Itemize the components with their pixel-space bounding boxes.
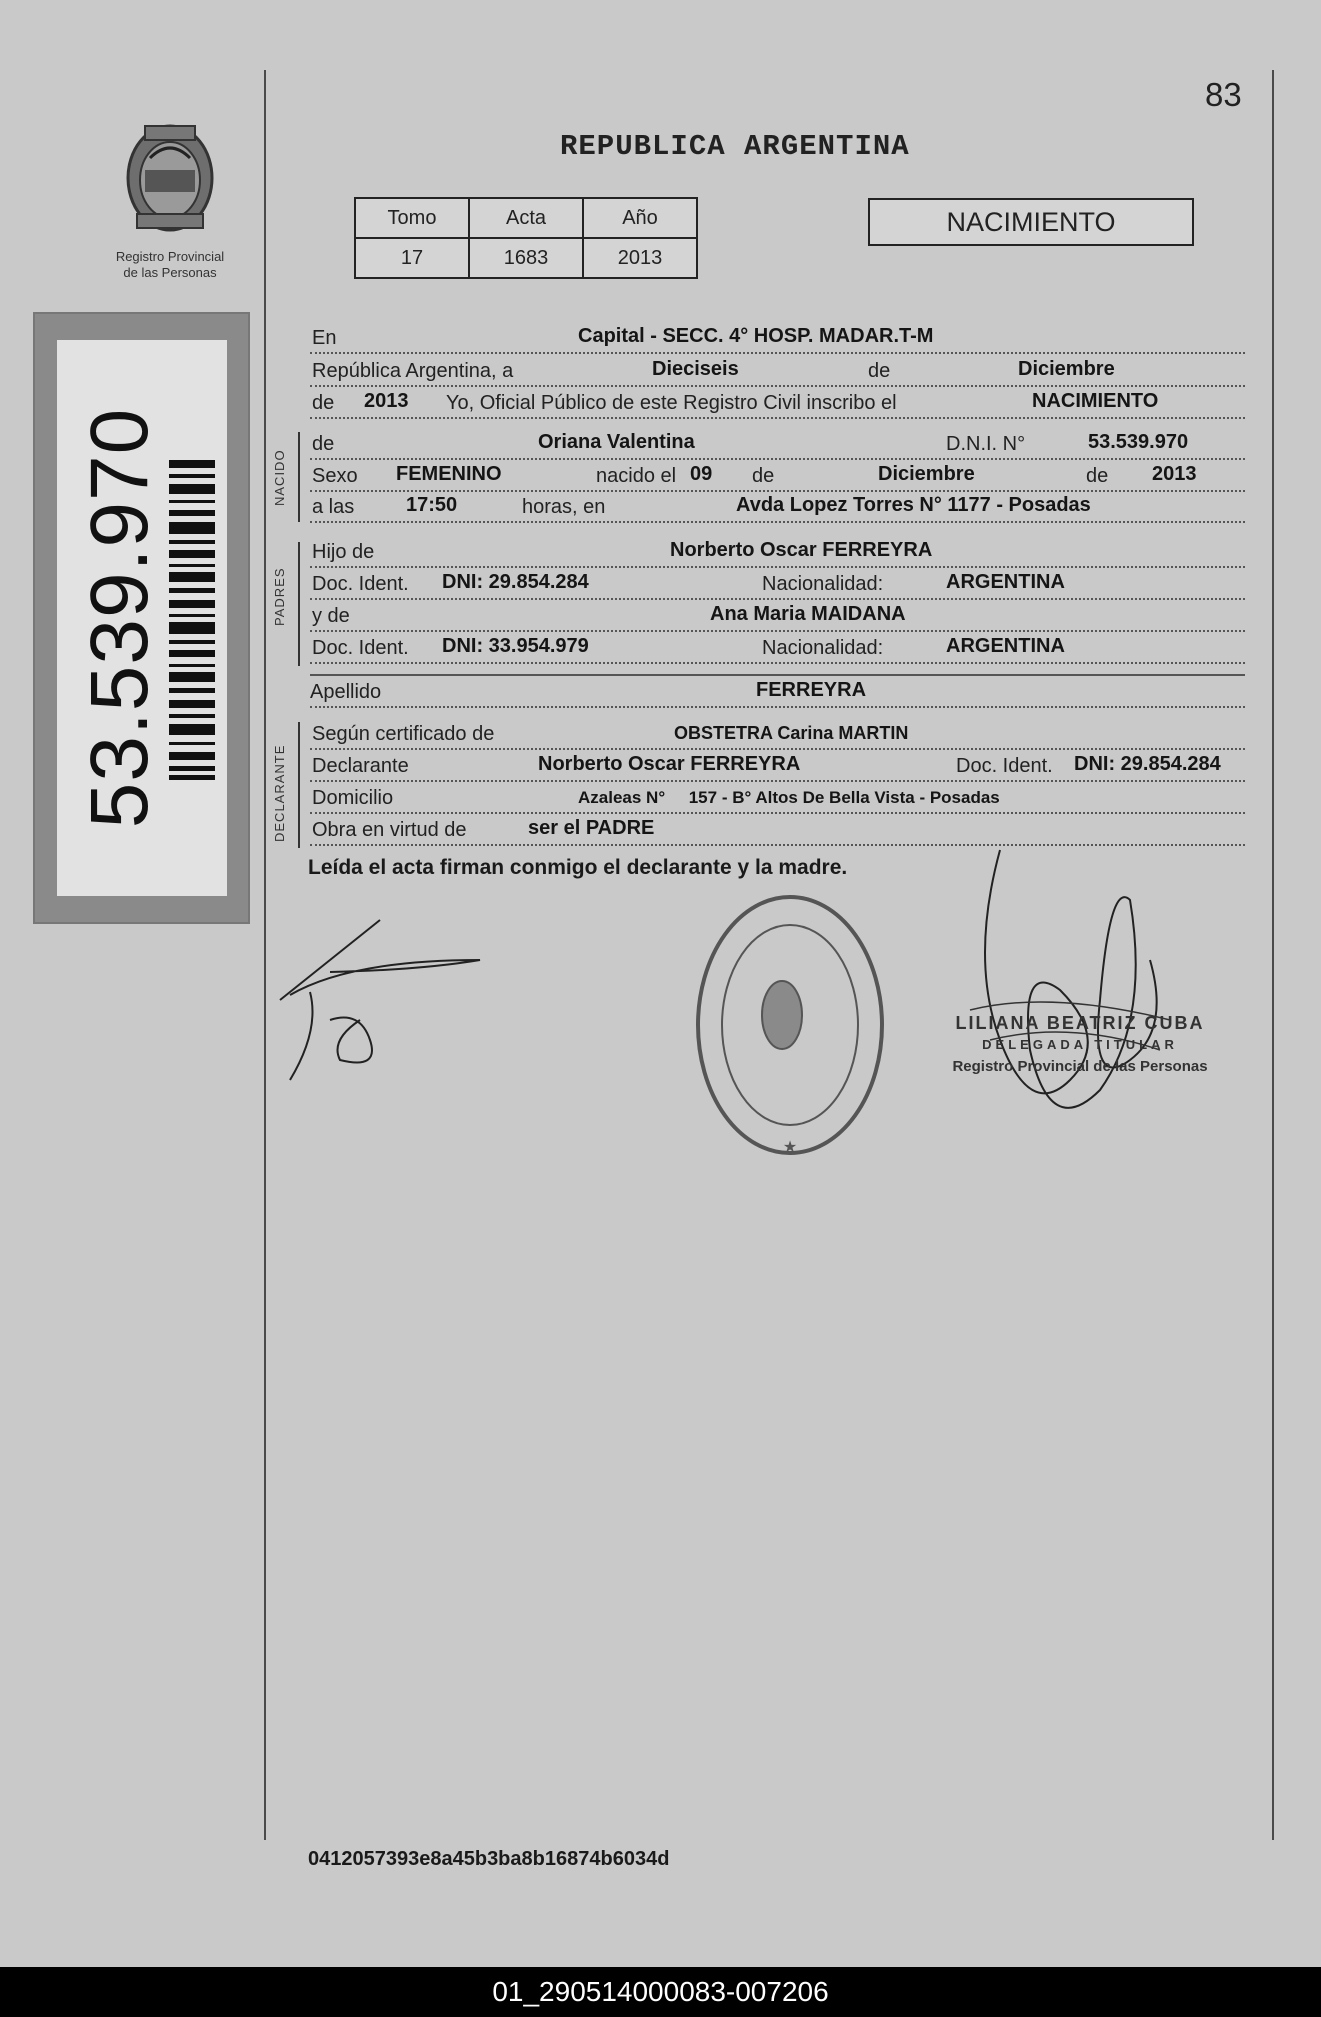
svg-text:★: ★	[782, 1137, 798, 1156]
year-value: 2013	[364, 390, 409, 412]
nacido-dni: 53.539.970	[1088, 431, 1189, 453]
apellido-value: FERREYRA	[756, 679, 867, 701]
registry-table-header-row	[355, 198, 697, 238]
nacido-hour-line	[310, 491, 1245, 523]
official-office: Registro Provincial de las Personas	[952, 1058, 1208, 1075]
nacido-hour: 17:50	[406, 494, 458, 516]
nacido-group-bar	[298, 432, 300, 522]
declarante-line	[310, 750, 1245, 782]
declarant-signature	[270, 900, 490, 1100]
nacido-born-label: nacido el	[596, 465, 677, 487]
nacido-day: 09	[690, 463, 713, 485]
official-signature	[930, 840, 1190, 1170]
date-month: Diciembre	[1018, 358, 1115, 380]
nacido-name-label: de	[312, 433, 335, 455]
barcode-strip	[33, 312, 250, 924]
nacido-place-label: horas, en	[522, 496, 606, 518]
obra-value: ser el PADRE	[528, 817, 655, 839]
domicilio-line	[310, 782, 1245, 814]
nacido-name: Oriana Valentina	[538, 431, 695, 453]
mother-doc: DNI: 33.954.979	[442, 635, 589, 657]
nacido-de-label-2: de	[1086, 465, 1109, 487]
nacido-name-line	[310, 428, 1245, 460]
nacido-de-label: de	[752, 465, 775, 487]
act-type-box: NACIMIENTO	[868, 198, 1194, 246]
father-doc-line	[310, 568, 1245, 600]
registry-table-header: Tomo	[355, 198, 469, 238]
official-stamp	[930, 1012, 1230, 1078]
mother-nat-label: Nacionalidad:	[762, 637, 884, 659]
page-number: 83	[1205, 76, 1242, 113]
father-doc: DNI: 29.854.284	[442, 571, 589, 593]
document-hash: 0412057393e8a45b3ba8b16874b6034d	[308, 1848, 670, 1870]
year-line	[310, 387, 1245, 419]
barcode-number: 53.539.970	[74, 407, 165, 829]
year-text: Yo, Oficial Público de este Registro Civil inscribo el	[446, 392, 897, 414]
father-name: Norberto Oscar FERREYRA	[670, 539, 933, 561]
side-label-nacido: NACIDO	[272, 449, 287, 506]
nacido-place: Avda Lopez Torres N° 1177 - Posadas	[736, 494, 1091, 516]
registry-table-header: Acta	[469, 198, 583, 238]
father-nat-label: Nacionalidad:	[762, 573, 884, 595]
registry-table-cell: 17	[355, 238, 469, 278]
declarante-doc-label: Doc. Ident.	[956, 755, 1053, 777]
nacido-hour-label: a las	[312, 496, 355, 518]
father-line	[310, 536, 1245, 568]
logo-caption	[100, 249, 240, 281]
nacido-sexo: FEMENINO	[396, 463, 502, 485]
barcode-panel	[57, 340, 227, 896]
official-seal-icon	[690, 890, 890, 1170]
mother-label: y de	[312, 605, 350, 627]
logo-caption-line2: de las Personas	[123, 265, 217, 280]
father-nationality: ARGENTINA	[946, 571, 1065, 593]
registry-logo	[100, 118, 240, 288]
declarante-label: Declarante	[312, 755, 409, 777]
left-margin-line	[264, 70, 266, 1840]
nacido-month: Diciembre	[878, 463, 975, 485]
nacido-sexo-line	[310, 460, 1245, 492]
obra-label: Obra en virtud de	[312, 819, 467, 841]
father-doc-label: Doc. Ident.	[312, 573, 409, 595]
domicilio-value: Azaleas N° 157 - B° Altos De Bella Vista - Posadas	[578, 788, 1000, 807]
official-name: LILIANA BEATRIZ CUBA	[955, 1013, 1205, 1033]
registry-table-value-row	[355, 238, 697, 278]
logo-caption-line1: Registro Provincial	[115, 249, 225, 264]
nacido-sexo-label: Sexo	[312, 465, 358, 487]
nacido-dni-label: D.N.I. N°	[946, 433, 1026, 455]
cert-label: Según certificado de	[312, 723, 495, 745]
side-label-declarante: DECLARANTE	[272, 744, 287, 842]
page-title: REPUBLICA ARGENTINA	[560, 130, 910, 163]
registry-table-cell: 2013	[583, 238, 697, 278]
date-day: Dieciseis	[652, 358, 739, 380]
registry-table-cell: 1683	[469, 238, 583, 278]
place-label: En	[312, 327, 337, 349]
father-label: Hijo de	[312, 541, 375, 563]
padres-group-bar	[298, 542, 300, 666]
mother-line	[310, 600, 1245, 632]
date-mid-label: de	[868, 360, 891, 382]
official-role: DELEGADA TITULAR	[982, 1037, 1178, 1052]
year-label: de	[312, 392, 335, 414]
domicilio-label: Domicilio	[312, 787, 394, 809]
registry-table-header: Año	[583, 198, 697, 238]
apellido-label: Apellido	[310, 681, 382, 703]
misiones-coat-of-arms-icon	[115, 118, 225, 238]
year-act-type: NACIMIENTO	[1032, 390, 1159, 412]
date-label: República Argentina, a	[312, 360, 514, 382]
mother-name: Ana Maria MAIDANA	[710, 603, 906, 625]
mother-doc-label: Doc. Ident.	[312, 637, 409, 659]
apellido-line	[310, 674, 1245, 708]
cert-value: OBSTETRA Carina MARTIN	[674, 723, 909, 743]
right-margin-line	[1272, 70, 1274, 1840]
side-label-padres: PADRES	[272, 567, 287, 626]
place-value: Capital - SECC. 4° HOSP. MADAR.T-M	[578, 325, 934, 347]
nacido-year: 2013	[1152, 463, 1197, 485]
date-line	[310, 355, 1245, 387]
closing-text: Leída el acta firman conmigo el declarante y la madre.	[308, 856, 848, 879]
declarante-doc: DNI: 29.854.284	[1074, 753, 1221, 775]
place-line	[310, 322, 1245, 354]
declarante-group-bar	[298, 722, 300, 848]
cert-line	[310, 718, 1245, 750]
barcode-icon	[169, 460, 215, 780]
declarante-name: Norberto Oscar FERREYRA	[538, 753, 801, 775]
mother-doc-line	[310, 632, 1245, 664]
registry-table	[354, 197, 698, 279]
mother-nationality: ARGENTINA	[946, 635, 1065, 657]
footer-code: 01_290514000083-007206	[0, 1967, 1321, 2017]
